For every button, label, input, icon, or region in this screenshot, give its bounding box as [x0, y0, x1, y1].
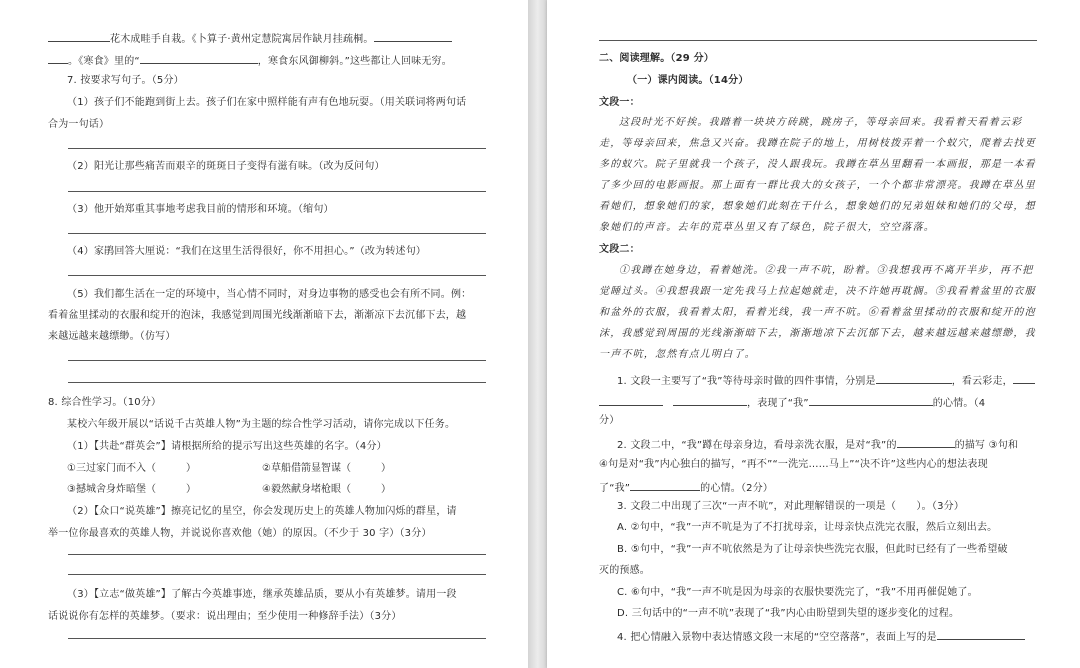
q8-option: ④毅然献身堵枪眼（ ） [262, 484, 391, 495]
blank[interactable] [599, 394, 663, 406]
reading-q3-option-b[interactable]: B. ⑤句中，“我”一声不吭依然是为了让母亲快些洗完衣服，但此时已经有了一些希望破 [617, 544, 1008, 555]
q8-option: ①三过家门而不入（ ） [67, 463, 196, 474]
q7-1-text-cont: 合为一句话） [48, 119, 110, 130]
answer-line[interactable] [68, 554, 486, 555]
q8-intro: 某校六年级开展以“话说千古英雄人物”为主题的综合性学习活动，请你完成以下任务。 [67, 419, 456, 430]
answer-line[interactable] [68, 360, 486, 361]
reading-q2-cont: ④句是对“我”内心独白的描写，“再不”“一洗完……马上”“决不许”这些内心的想法表现 [599, 459, 988, 470]
blank[interactable] [630, 479, 700, 491]
reading-q2: 2. 文段二中，“我”蹲在母亲身边，看母亲洗衣服，是对“我”的 的描写 ③句和 [617, 436, 1018, 453]
reading-q4: 4. 把心情融入景物中表达情感文段一末尾的“空空落落”，表面上写的是 [617, 628, 1025, 645]
reading-q3-option-a[interactable]: A. ②句中，“我”一声不吭是为了不打扰母亲，让母亲快点洗完衣服，然后立刻出去。 [617, 522, 998, 533]
q7-1-text: （1）孩子们不能跑到街上去。孩子们在家中照样能有声有色地玩耍。（用关联词将两句话 [67, 97, 467, 108]
q8-title: 8. 综合性学习。（10分） [48, 397, 162, 408]
answer-line[interactable] [68, 191, 486, 192]
answer-line[interactable] [68, 638, 486, 639]
answer-line[interactable] [68, 574, 486, 575]
blank[interactable] [48, 52, 68, 64]
blank[interactable] [876, 372, 952, 384]
blank[interactable] [897, 436, 955, 448]
subsection-title: （一）课内阅读。（14分） [627, 75, 749, 86]
blank[interactable] [937, 628, 1025, 640]
left-page [0, 0, 528, 668]
reading-q2-cont: 了“我” 的心情。（2分） [599, 479, 773, 496]
section-title: 二、阅读理解。（29 分） [599, 53, 714, 64]
blank[interactable] [1013, 372, 1035, 384]
blank[interactable] [48, 30, 110, 42]
blank[interactable] [673, 394, 747, 406]
reading-q3-option-b-cont: 灭的预感。 [599, 565, 650, 576]
q7-4-text: （4）家鹃回答大厘说：“我们在这里生活得很好，你不用担心。”（改为转述句） [67, 246, 427, 257]
q7-title: 7. 按要求写句子。（5分） [67, 75, 184, 86]
q8-3-text-cont: 话说说你有怎样的英雄梦。（要求：说出理由；至少使用一种修辞手法）（3分） [48, 611, 402, 622]
q8-2-text-cont: 举一位你最喜欢的英雄人物，并说说你喜欢他（她）的原因。（不少于 30 字）（3分） [48, 528, 432, 539]
blank[interactable] [374, 30, 452, 42]
answer-line[interactable] [68, 275, 486, 276]
poem-line-2: 。《寒食》里的“ ，寒食东风御柳斜。”这些都让人回味无穷。 [48, 52, 452, 69]
q7-3-text: （3）他开始郑重其事地考虑我目前的情形和环境。（缩句） [67, 204, 334, 215]
answer-line[interactable] [68, 233, 486, 234]
passage-1-label: 文段一： [599, 97, 640, 108]
answer-line[interactable] [599, 40, 1037, 41]
q8-option: ②草船借箭显智谋（ ） [262, 463, 391, 474]
q7-2-text: （2）阳光让那些痛苦而艰辛的斑斑日子变得有滋有味。（改为反问句） [67, 161, 385, 172]
reading-q3-option-c[interactable]: C. ⑥句中，“我”一声不吭是因为母亲的衣服快要洗完了，“我”不用再催促她了。 [617, 587, 978, 598]
reading-q1: 1. 文段一主要写了“我”等待母亲时做的四件事情，分别是 ，看云彩走， [617, 372, 1035, 389]
reading-q3-option-d[interactable]: D. 三句话中的“一声不吭”表现了“我”内心由盼望到失望的逐步变化的过程。 [617, 608, 960, 619]
q8-option: ③撼城舍身炸暗堡（ ） [67, 484, 196, 495]
q7-5-text-cont: 来越远越来越缥缈。（仿写） [48, 331, 176, 342]
q8-3-text: （3）【立志“做英雄”】了解古今英雄事迹，继承英雄品质，要从小有英雄梦。请用一段 [67, 589, 457, 600]
reading-q3: 3. 文段二中出现了三次“一声不吭”，对此理解错误的一项是（ ）。（3分） [617, 501, 965, 512]
passage-1-text: 这段时光不好挨。我踏着一块块方砖跳，跳房子，等母亲回来。我看着天看着云彩走，等母亲回来，焦急又兴奋。我蹲在院子的地上，用树枝拨弄着一个蚁穴，爬着去找更多的蚁穴。院子里就我一个孩子，没人跟我玩。我蹲在草丛里翻看一本画报，那是一本看了多少回的电影画报。那上面有一群比我大的女孩子，一个个都非常漂亮。我蹲在草丛里看她们，想象她们的家，想象她们此刻在干什么，想象她们的兄弟姐妹和她们的父母，想象她们的声音。去年的荒草丛里又有了绿色，院子很大，空空落落。 [599, 117, 1036, 233]
q8-1-text: （1）【共赴“群英会”】请根据所给的提示写出这些英雄的名字。（4分） [67, 441, 387, 452]
q8-2-text: （2）【众口“说英雄”】擦亮记忆的星空，你会发现历史上的英雄人物加闪烁的群星，请 [67, 506, 457, 517]
reading-q1-cont: ，表现了“我” 的心情。（4 [599, 394, 985, 411]
answer-line[interactable] [68, 148, 486, 149]
q7-5-text-cont: 看着盆里揉动的衣服和绽开的泡沫，我感觉到周围光线渐渐暗下去，渐渐凉下去沉郁下去，越 [48, 310, 467, 321]
blank[interactable] [809, 394, 933, 406]
reading-q1-score: 分） [599, 415, 620, 426]
blank[interactable] [140, 52, 258, 64]
passage-2-text: ①我蹲在她身边，看着她洗。②我一声不吭，盼着。③我想我再不离开半步，再不把觉睡过头。④我想我跟一定先我马上拉起她就走，决不许她再耽搁。⑤我看着盆里的衣服和盆外的衣服，我看着太阳，看着光线，我一声不吭。⑥看着盆里揉动的衣服和绽开的泡沫，我感觉到周围的光线渐渐暗下去，渐渐地凉下去沉郁下去，越来越远越来越缥缈，我一声不吭，忽然有点儿明白了。 [599, 265, 1036, 360]
page-gutter [528, 0, 547, 668]
answer-line[interactable] [68, 382, 486, 383]
passage-2-label: 文段二： [599, 244, 640, 255]
poem-line-1: 花木成畦手自栽。《卜算子·黄州定慧院寓居作缺月挂疏桐。 [48, 30, 452, 47]
right-page [547, 0, 1080, 668]
q7-5-text: （5）我们都生活在一定的环境中，当心情不同时，对身边事物的感受也会有所不同。例： [67, 289, 472, 300]
